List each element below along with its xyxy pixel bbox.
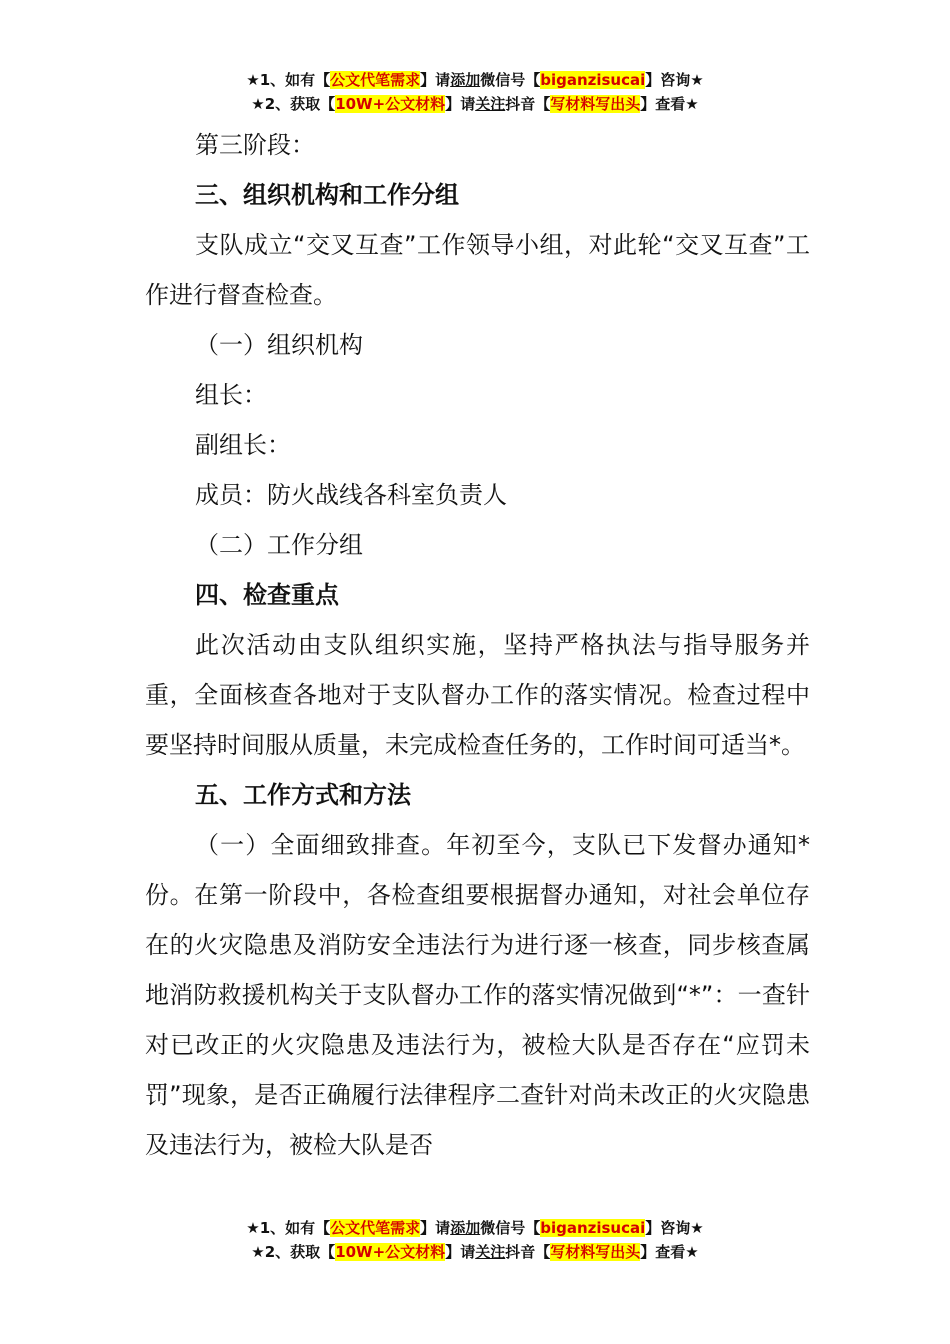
- leader-line: 组长：: [195, 381, 267, 409]
- deputy-leader-line: 副组长：: [195, 431, 291, 459]
- paragraph-1: 支队成立“交叉互查”工作领导小组，对此轮“交叉互查”工作进行督查检查。: [145, 231, 810, 309]
- highlight-wechat-id: biganzisucai: [540, 1219, 646, 1237]
- highlight-douyin-id: 写材料写出头: [550, 1243, 641, 1261]
- stage-label: 第三阶段：: [195, 131, 315, 159]
- members-line: 成员：防火战线各科室负责人: [195, 481, 507, 509]
- banner-line-2: ★2、获取【10W+公文材料】请关注抖音【写材料写出头】查看★: [251, 1243, 699, 1261]
- highlight-service: 公文代笔需求: [330, 1219, 421, 1237]
- paragraph-3: （一）全面细致排查。年初至今，支队已下发督办通知*份。在第一阶段中，各检查组要根据督办通知，对社会单位存在的火灾隐患及消防安全违法行为进行逐一核查，同步核查属地消防救援机构关于支队督办工作的落实情况做到“*”：一查针对已改正的火灾隐患及违法行为，被检大队是否存在“应罚未罚”现象，是否正确履行法律程序二查针对尚未改正的火灾隐患及违法行为，被检大队是否: [145, 831, 810, 1159]
- section-heading-4: 四、检查重点: [195, 581, 339, 609]
- banner-line-1: ★1、如有【公文代笔需求】请添加微信号【biganzisucai】咨询★: [246, 1219, 704, 1237]
- highlight-service: 公文代笔需求: [330, 71, 421, 89]
- highlight-wechat-id: biganzisucai: [540, 71, 646, 89]
- footer-banner: [0, 1216, 950, 1264]
- highlight-materials: 10W+公文材料: [335, 1243, 446, 1261]
- header-banner: [0, 68, 950, 116]
- subsection-organization: （一）组织机构: [195, 331, 363, 359]
- section-heading-3: 三、组织机构和工作分组: [195, 181, 459, 209]
- banner-line-2: ★2、获取【10W+公文材料】请关注抖音【写材料写出头】查看★: [251, 95, 699, 113]
- section-heading-5: 五、工作方式和方法: [195, 781, 411, 809]
- highlight-materials: 10W+公文材料: [335, 95, 446, 113]
- highlight-douyin-id: 写材料写出头: [550, 95, 641, 113]
- subsection-work-groups: （二）工作分组: [195, 531, 363, 559]
- paragraph-2: 此次活动由支队组织实施，坚持严格执法与指导服务并重，全面核查各地对于支队督办工作的落实情况。检查过程中要坚持时间服从质量，未完成检查任务的，工作时间可适当*。: [145, 631, 810, 759]
- banner-line-1: ★1、如有【公文代笔需求】请添加微信号【biganzisucai】咨询★: [246, 71, 704, 89]
- document-body: [145, 120, 810, 1170]
